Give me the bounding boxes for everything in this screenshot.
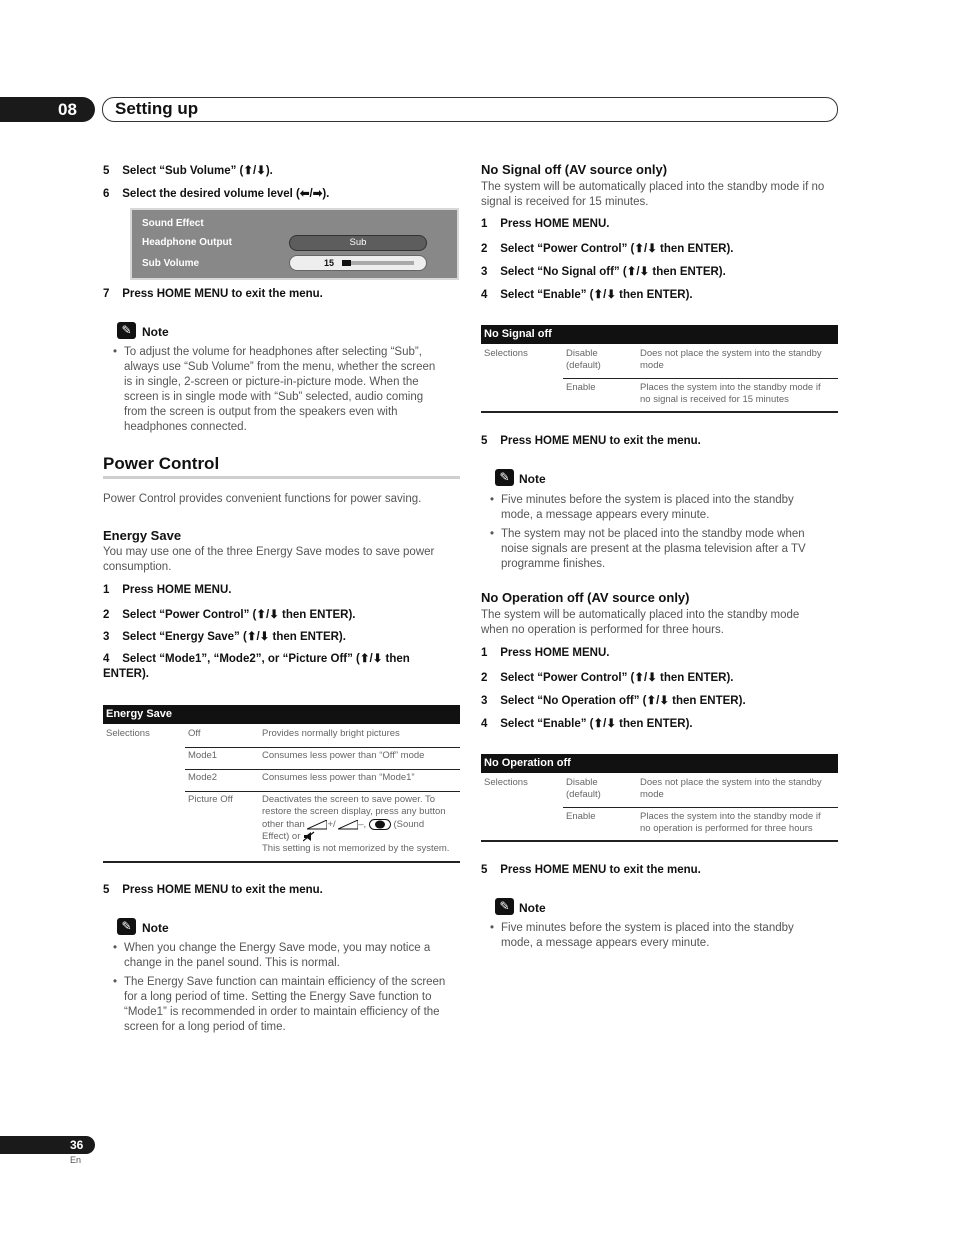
line: headphones connected.	[124, 421, 247, 433]
step-number: 7	[103, 288, 110, 300]
line: consumption.	[103, 561, 172, 573]
step-number: 4	[481, 718, 488, 730]
line: Five minutes before the system is placed into the standby	[501, 922, 794, 934]
step-number: 6	[103, 188, 110, 200]
step-number: 2	[481, 672, 488, 684]
no-signal-step-3	[481, 264, 726, 278]
line: Places the system into the standby mode if	[640, 382, 821, 393]
step-number: 5	[103, 884, 110, 896]
line: When you change the Energy Save mode, you may notice a	[124, 942, 431, 954]
no-signal-step-2	[481, 241, 734, 255]
page-title: Setting up	[115, 99, 199, 118]
option-picture-off: Picture Off	[188, 794, 233, 805]
step-text: Select “Power Control” (⬆/⬇ then ENTER).	[500, 243, 734, 255]
line: when no operation is performed for three hours.	[481, 624, 724, 636]
note-bullet-text	[124, 345, 435, 435]
menu-row-sub-volume: Sub Volume	[142, 258, 200, 269]
minus-label: –,	[358, 819, 367, 831]
line: is in single, 2-screen or picture-in-picture mode. When the	[124, 376, 419, 388]
line: You may use one of the three Energy Save modes to save power	[103, 546, 435, 558]
note-bullet: • To adjust the volume for headphones after selecting “Sub”, always use “Sub Volume” from the menu, whether the screen is in single, 2-screen or picture-in-picture mode. When the screen is in single mode with “Sub” selected, audio coming from the screen is output from the speakers even with headphones connected.	[113, 346, 436, 433]
line: mode, a message appears every minute.	[501, 937, 710, 949]
option-mode1: Mode1	[188, 750, 218, 761]
line: “Mode1” is recommended in order to maintain efficiency of the	[124, 1006, 440, 1018]
option-enable-desc	[640, 811, 821, 835]
sub-volume-slider	[289, 255, 427, 271]
line: mode	[640, 360, 664, 371]
note-label: Note	[142, 921, 169, 935]
no-operation-intro	[481, 608, 799, 638]
step-text: Press HOME MENU to exit the menu.	[500, 864, 701, 876]
energy-step-5	[103, 884, 323, 896]
note-pencil-icon: ✎	[117, 918, 136, 935]
picture-off-desc-1: Deactivates the screen to save power. To	[262, 794, 436, 805]
table-bottom-rule	[481, 411, 838, 413]
table-title: Energy Save	[103, 705, 460, 724]
no-operation-step-2	[481, 670, 734, 684]
table-col-selections: Selections	[106, 728, 150, 739]
line: Places the system into the standby mode if	[640, 811, 821, 822]
sound-label: (Sound	[393, 819, 425, 831]
note-label: Note	[519, 472, 546, 486]
picture-off-desc-5: This setting is not memorized by the system.	[262, 843, 450, 854]
note-pencil-icon: ✎	[117, 322, 136, 339]
line: change in the panel sound. This is normal.	[124, 957, 340, 969]
line: Disable	[566, 777, 598, 788]
line: mode, a message appears every minute.	[501, 509, 710, 521]
option-enable-desc	[640, 382, 821, 406]
option-mode2-desc: Consumes less power than “Mode1”	[262, 772, 415, 783]
step-text: Select “No Signal off” (⬆/⬇ then ENTER).	[500, 266, 726, 278]
plus-label: +/	[327, 819, 336, 831]
volume-up-icon	[307, 820, 327, 830]
power-control-heading: Power Control	[103, 454, 220, 473]
step-text: Select “Enable” (⬆/⬇ then ENTER).	[500, 289, 693, 301]
step-text: Press HOME MENU to exit the menu.	[122, 288, 323, 300]
picture-off-desc-4	[262, 831, 315, 843]
line: always use “Sub Volume” from the menu, whether the screen	[124, 361, 436, 373]
option-disable-desc	[640, 777, 822, 801]
step-text: Press HOME MENU to exit the menu.	[500, 435, 701, 447]
sound-effect-icon	[369, 819, 391, 830]
no-operation-step-5	[481, 864, 701, 876]
step-number: 2	[481, 243, 488, 255]
line: To adjust the volume for headphones after selecting “Sub”,	[124, 346, 422, 358]
energy-save-table	[103, 705, 460, 865]
step-text-cont: ENTER).	[103, 668, 149, 680]
line: The system will be automatically placed into the standby mode	[481, 609, 800, 621]
line: The system may not be placed into the standby mode when	[501, 528, 805, 540]
step-text: Press HOME MENU.	[500, 647, 610, 659]
step-text: Press HOME MENU to exit the menu.	[122, 884, 323, 896]
step-number: 2	[103, 609, 110, 621]
sub-volume-track	[342, 261, 414, 265]
step-text: Select the desired volume level (⬅/➡).	[122, 188, 330, 200]
note-pencil-icon: ✎	[495, 898, 514, 915]
table-bottom-rule	[103, 861, 460, 863]
step-number: 5	[481, 864, 488, 876]
step-text: Select “Power Control” (⬆/⬇ then ENTER).	[500, 672, 734, 684]
row-divider	[563, 807, 838, 808]
step-number: 3	[481, 695, 488, 707]
power-control-intro: Power Control provides convenient functions for power saving.	[103, 493, 422, 505]
option-disable-desc	[640, 348, 822, 372]
step-number: 1	[481, 647, 488, 659]
sub-volume-value: 15	[324, 258, 335, 268]
step-number: 5	[103, 165, 110, 177]
step-6-volume-level	[103, 186, 329, 200]
volume-down-icon	[338, 820, 358, 830]
note-bullet-text	[501, 493, 794, 523]
headphone-output-value: Sub	[289, 235, 427, 251]
row-divider	[185, 769, 460, 770]
step-text: Select “Sub Volume” (⬆/⬇).	[122, 165, 273, 177]
note-pencil-icon: ✎	[495, 469, 514, 486]
note-bullet: • When you change the Energy Save mode, you may notice a change in the panel sound. This is normal.	[113, 942, 431, 969]
option-disable	[566, 777, 601, 801]
table-title: No Operation off	[481, 754, 838, 773]
line: (default)	[566, 360, 601, 371]
energy-step-3	[103, 629, 346, 643]
line: screen is in single mode with “Sub” selected, audio coming	[124, 391, 424, 403]
page-number: 36	[70, 1138, 84, 1152]
no-operation-step-4	[481, 716, 693, 730]
no-operation-step-1	[481, 647, 609, 659]
step-text: Select “Energy Save” (⬆/⬇ then ENTER).	[122, 631, 346, 643]
step-5-sub-volume	[103, 163, 273, 177]
menu-row-headphone-output: Headphone Output	[142, 237, 232, 248]
no-signal-table	[481, 325, 838, 415]
sound-effect-menu	[130, 208, 459, 280]
step-text: Press HOME MENU.	[122, 584, 232, 596]
line: programme finishes.	[501, 558, 606, 570]
row-divider	[563, 378, 838, 379]
no-signal-heading: No Signal off (AV source only)	[481, 162, 668, 177]
table-title: No Signal off	[481, 325, 838, 344]
step-text: Select “Mode1”, “Mode2”, or “Picture Off” (⬆/⬇ then	[122, 653, 410, 665]
page-language: En	[70, 1155, 82, 1165]
note-label: Note	[142, 325, 169, 339]
step-text: Press HOME MENU.	[500, 218, 610, 230]
note-bullet-text	[124, 941, 430, 971]
note-bullet: • The system may not be placed into the standby mode when noise signals are present at the plasma television after a TV programme finishes.	[490, 528, 806, 570]
step-text: Select “No Operation off” (⬆/⬇ then ENTER).	[500, 695, 746, 707]
energy-step-1	[103, 584, 231, 596]
menu-row-sound-effect: Sound Effect	[142, 218, 204, 229]
line: The system will be automatically placed into the standby mode if no	[481, 181, 825, 193]
table-col-selections: Selections	[484, 348, 528, 359]
step-text: Select “Power Control” (⬆/⬇ then ENTER).	[122, 609, 356, 621]
step-7-exit	[103, 288, 323, 300]
line: screen for a long period of time.	[124, 1021, 286, 1033]
line: from the screen is output from the speakers even with	[124, 406, 398, 418]
table-bottom-rule	[481, 840, 838, 842]
energy-step-2	[103, 607, 356, 621]
no-signal-step-1	[481, 218, 609, 230]
note-bullet: • The Energy Save function can maintain efficiency of the screen for a long period of time. Setting the Energy Save function to “Mode1” is recommended in order to maintain efficiency of the screen for a long period of time.	[113, 976, 446, 1033]
step-number: 3	[481, 266, 488, 278]
picture-off-desc-2: restore the screen display, press any button	[262, 806, 446, 817]
note-label: Note	[519, 901, 546, 915]
no-operation-heading: No Operation off (AV source only)	[481, 590, 690, 605]
line: signal is received for 15 minutes.	[481, 196, 649, 208]
line: noise signals are present at the plasma television after a TV	[501, 543, 806, 555]
line: mode	[640, 789, 664, 800]
energy-save-intro	[103, 545, 434, 575]
table-col-selections: Selections	[484, 777, 528, 788]
row-divider	[185, 747, 460, 748]
no-signal-step-4	[481, 287, 693, 301]
step-number: 5	[481, 435, 488, 447]
row-divider	[185, 791, 460, 792]
option-mode1-desc: Consumes less power than “Off” mode	[262, 750, 425, 761]
energy-step-4	[103, 652, 453, 682]
line: Effect) or	[262, 831, 301, 843]
line: no signal is received for 15 minutes	[640, 394, 789, 405]
note-bullet-text	[501, 527, 806, 572]
option-disable	[566, 348, 601, 372]
step-text: Select “Enable” (⬆/⬇ then ENTER).	[500, 718, 693, 730]
no-operation-step-3	[481, 693, 746, 707]
section-rule	[103, 476, 460, 479]
line: Does not place the system into the standby	[640, 348, 822, 359]
line: for a long period of time. Setting the Energy Save function to	[124, 991, 432, 1003]
option-off: Off	[188, 728, 201, 739]
step-number: 4	[103, 653, 110, 665]
step-number: 1	[481, 218, 488, 230]
line: Does not place the system into the standby	[640, 777, 822, 788]
line: The Energy Save function can maintain efficiency of the screen	[124, 976, 446, 988]
option-enable: Enable	[566, 382, 596, 393]
energy-save-heading: Energy Save	[103, 528, 182, 543]
no-signal-intro	[481, 180, 824, 210]
step-number: 3	[103, 631, 110, 643]
option-enable: Enable	[566, 811, 596, 822]
line: no operation is performed for three hours	[640, 823, 813, 834]
line: Disable	[566, 348, 598, 359]
step-number: 1	[103, 584, 110, 596]
option-mode2: Mode2	[188, 772, 218, 783]
note-bullet: • Five minutes before the system is placed into the standby mode, a message appears every minute.	[490, 494, 794, 521]
chapter-tab	[0, 97, 95, 122]
title-frame	[102, 97, 838, 122]
line: other than	[262, 819, 305, 831]
chapter-number: 08	[58, 100, 77, 119]
note-bullet-text	[124, 975, 445, 1035]
step-number: 4	[481, 289, 488, 301]
no-signal-step-5	[481, 435, 701, 447]
picture-off-desc-3	[262, 819, 424, 831]
line: (default)	[566, 789, 601, 800]
line: Five minutes before the system is placed into the standby	[501, 494, 794, 506]
option-off-desc: Provides normally bright pictures	[262, 728, 400, 739]
no-operation-table	[481, 754, 838, 844]
mute-icon	[303, 831, 315, 842]
sub-volume-fill	[342, 260, 351, 266]
note-bullet: • Five minutes before the system is placed into the standby mode, a message appears every minute.	[490, 922, 794, 949]
note-bullet-text	[501, 921, 794, 951]
